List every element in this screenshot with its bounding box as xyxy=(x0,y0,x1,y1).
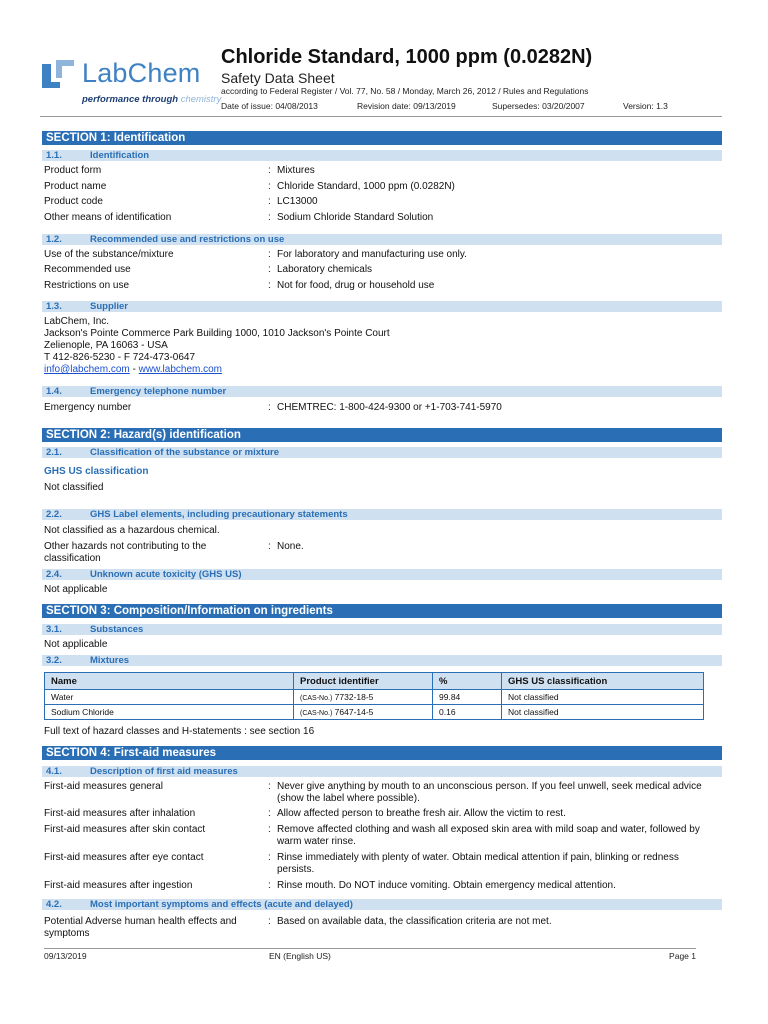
supersedes: Supersedes: 03/20/2007 xyxy=(492,101,585,111)
footer-date: 09/13/2019 xyxy=(44,951,87,961)
subsection-3-1: 3.1. Substances xyxy=(42,624,722,635)
subsection-1-3: 1.3. Supplier xyxy=(42,301,722,312)
subsection-1-2: 1.2. Recommended use and restrictions on use xyxy=(42,234,722,245)
supplier-address: Jackson's Pointe Commerce Park Building 1000, 1010 Jackson's Pointe Court xyxy=(44,328,390,339)
header-divider xyxy=(40,116,722,117)
subsection-1-1: 1.1. Identification xyxy=(42,150,722,161)
version: Version: 1.3 xyxy=(623,101,668,111)
regulation-line: according to Federal Register / Vol. 77, No. 58 / Monday, March 26, 2012 / Rules and Regulations xyxy=(221,86,589,96)
date-of-issue: Date of issue: 04/08/2013 xyxy=(221,101,318,111)
section-2-header: SECTION 2: Hazard(s) identification xyxy=(42,428,722,442)
subsection-1-4: 1.4. Emergency telephone number xyxy=(42,386,722,397)
supplier-phone: T 412-826-5230 - F 724-473-0647 xyxy=(44,352,196,363)
not-hazardous-text: Not classified as a hazardous chemical. xyxy=(44,525,220,536)
subsection-2-4: 2.4. Unknown acute toxicity (GHS US) xyxy=(42,569,722,580)
website-link[interactable]: www.labchem.com xyxy=(138,364,222,375)
acute-toxicity-text: Not applicable xyxy=(44,584,108,595)
col-percent: % xyxy=(433,673,502,690)
labchem-logo-icon xyxy=(42,60,76,90)
document-title: Chloride Standard, 1000 ppm (0.0282N) xyxy=(221,46,593,68)
labchem-logo xyxy=(42,58,222,108)
subsection-4-1: 4.1. Description of first aid measures xyxy=(42,766,722,777)
document-subtitle: Safety Data Sheet xyxy=(221,70,335,86)
logo-tagline: performance through chemistry xyxy=(82,94,222,105)
section-1-header: SECTION 1: Identification xyxy=(42,131,722,145)
logo-name: LabChem xyxy=(82,58,201,88)
col-name: Name xyxy=(45,673,294,690)
section-3-header: SECTION 3: Composition/Information on ingredients xyxy=(42,604,722,618)
table-header-row xyxy=(45,673,704,690)
col-ghs: GHS US classification xyxy=(502,673,704,690)
subsection-2-2: 2.2. GHS Label elements, including precautionary statements xyxy=(42,509,722,520)
subsection-4-2: 4.2. Most important symptoms and effects (acute and delayed) xyxy=(42,899,722,910)
col-product-identifier: Product identifier xyxy=(294,673,433,690)
full-text-note: Full text of hazard classes and H-statements : see section 16 xyxy=(44,726,315,737)
supplier-name: LabChem, Inc. xyxy=(44,316,110,327)
footer-page: Page 1 xyxy=(669,951,696,961)
revision-date: Revision date: 09/13/2019 xyxy=(357,101,456,111)
subsection-3-2: 3.2. Mixtures xyxy=(42,655,722,666)
substances-text: Not applicable xyxy=(44,639,108,650)
mixtures-table xyxy=(44,672,704,720)
email-link[interactable]: info@labchem.com xyxy=(44,364,130,375)
ghs-not-classified: Not classified xyxy=(44,482,104,493)
ghs-us-classification-heading: GHS US classification xyxy=(44,466,149,477)
supplier-contacts: info@labchem.com - www.labchem.com xyxy=(44,364,222,375)
section-4-header: SECTION 4: First-aid measures xyxy=(42,746,722,760)
other-hazards-label-cont: classification xyxy=(44,553,101,564)
table-row: Water (CAS-No.) 7732-18-5 99.84 Not classified xyxy=(45,690,704,705)
subsection-2-1: 2.1. Classification of the substance or mixture xyxy=(42,447,722,458)
supplier-city: Zelienople, PA 16063 - USA xyxy=(44,340,168,351)
table-row: Sodium Chloride (CAS-No.) 7647-14-5 0.16 Not classified xyxy=(45,705,704,720)
page-footer xyxy=(44,948,696,961)
footer-language: EN (English US) xyxy=(269,951,331,961)
sds-page: LabChem performance through chemistry Chloride Standard, 1000 ppm (0.0282N) Safety Data Sheet according to Federal Register / Vol. 77, No. 58 / Monday, March 26, 2012 / Rules and Regulations Date of issue: 04/08/2013 Revision date: 09/13/2019 Supersedes: 03/20/2007 Version: 1.3 SECTION 1: Identification 1.1. Identification Product form : Mixtures Product name : Chloride Standard, 1000 ppm (0.0282N) Product code : LC13000 Other means of identification : Sodium Chloride Standard Solution 1.2. Recommended use and restrictions on use Use of the substance/mixture : For laboratory and manufacturing use only. Recommended use : Laboratory chemicals Restrictions on use : Not for food, drug or household use 1.3. Supplier LabChem, Inc. Jackson's Pointe Commerce Park Building 1000, 1010 Jackson's Pointe Court Zelienople, PA 16063 - USA T 412-826-5230 - F 724-473-0647 info@labchem.com - www.labchem.com 1.4. Emergency telephone number Emergency number : CHEMTREC: 1-800-424-9300 or +1-703-741-5970 SECTION 2: Hazard(s) identification 2.1. Classification of the substance or mixture GHS US classification Not classified 2.2. GHS Label elements, including precautionary statements Not classified as a hazardous chemical. Other hazards not contributing to the : None. classification 2.4. Unknown acute toxicity (GHS US) Not applicable SECTION 3: Composition/Information on ingredients 3.1. Substances Not applicable 3.2. Mixtures Name Product identifier % GHS US classification Water (CAS-No.) 7732-18-5 99.84 Not classified Sodium Chloride (CAS-No.) 7647-14-5 0.16 Not classified Full text of hazard classes and H-statements : see section 16 SECTION 4: First-aid measures 4.1. Description of first aid measures First-aid measures general : Never give anything by mouth to an unconscious person. If you feel unwell, seek medical advice (show the label where possible). First-aid measures after inhalation : Allow affected person to breathe fresh air. Allow the victim to rest. First-aid measures after skin contact : Remove affected clothing and wash all exposed skin area with mild soap and water, followed by warm water rinse. First-aid measures after eye contact : Rinse immediately with plenty of water. Obtain medical attention if pain, blinking or redness persists. First-aid measures after ingestion : Rinse mouth. Do NOT induce vomiting. Obtain emergency medical attention. 4.2. Most important symptoms and effects (acute and delayed) Potential Adverse human health effects and symptoms : Based on available data, the classification criteria are not met. 09/13/2019 EN (English US) Page 1 xyxy=(0,0,768,1024)
